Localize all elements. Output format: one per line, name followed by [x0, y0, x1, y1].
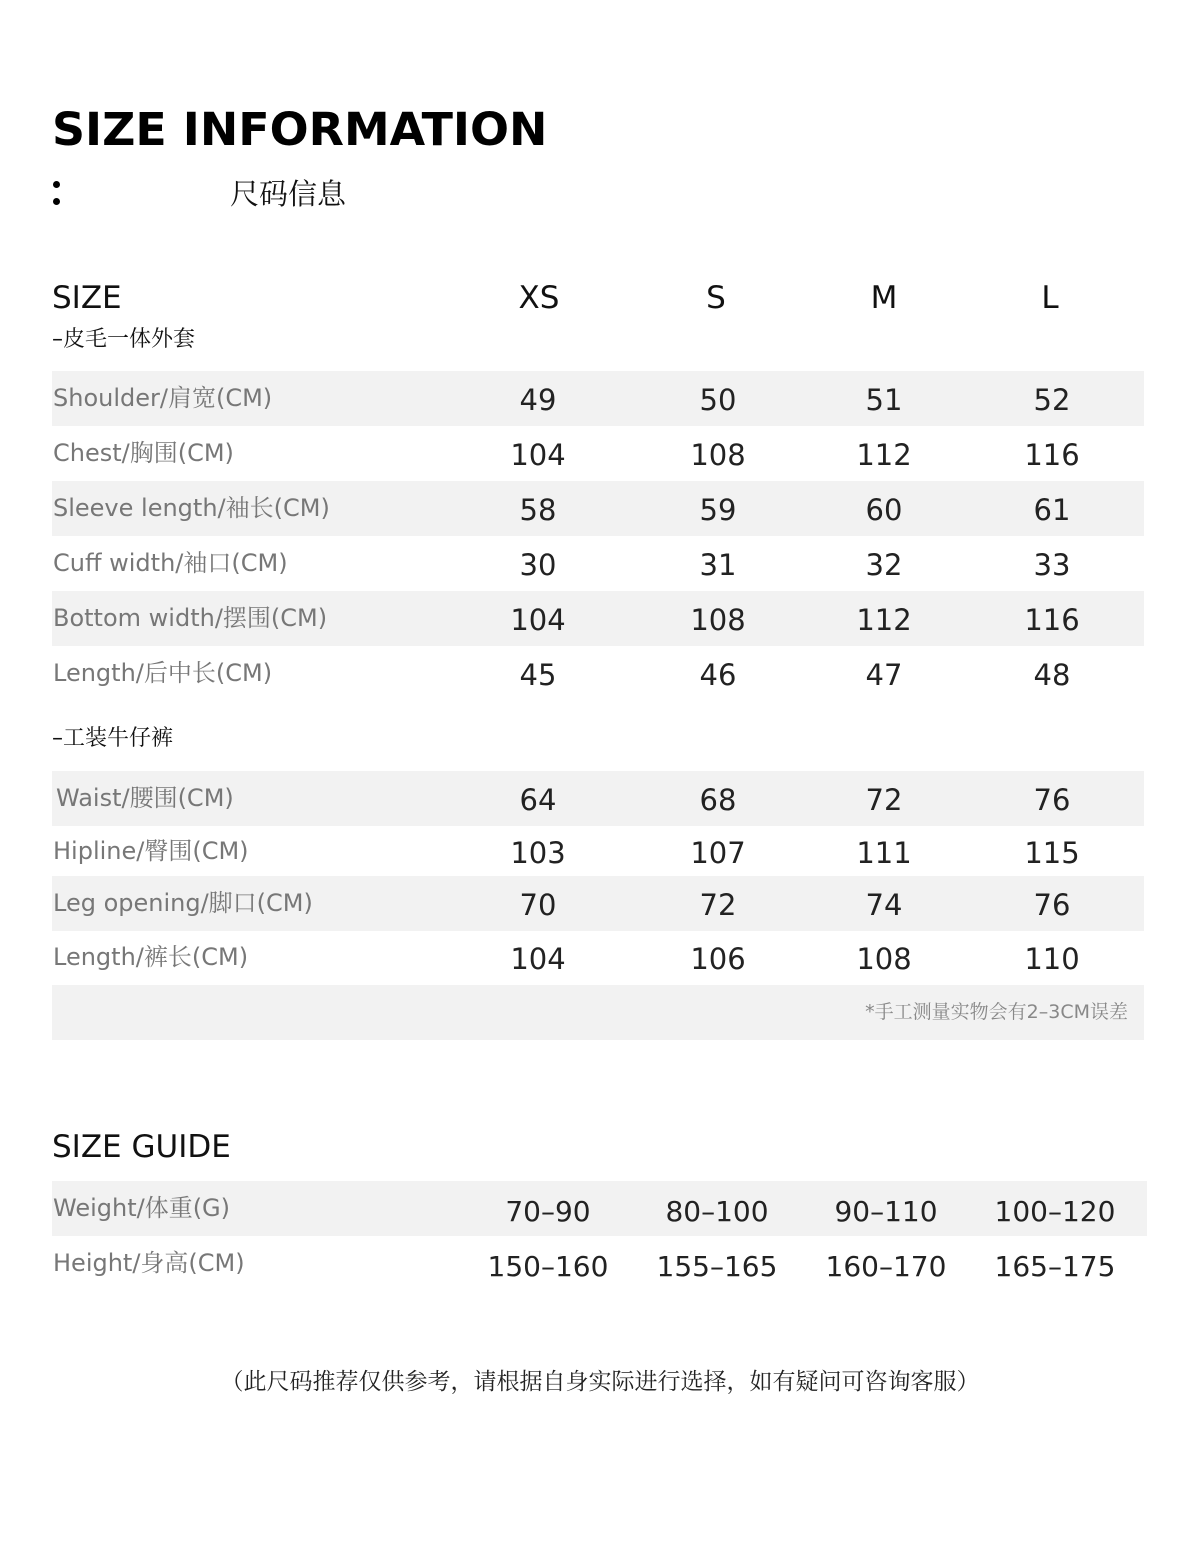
cell-l: 110	[1024, 942, 1080, 976]
cell-l: 33	[1033, 548, 1071, 582]
row-label: Waist/腰围(CM)	[56, 784, 234, 812]
cell-xs: 30	[519, 548, 557, 582]
table-row	[52, 646, 1144, 701]
cell-l: 52	[1033, 383, 1071, 417]
cell-m: 47	[865, 658, 903, 692]
size-table-header	[0, 278, 1200, 318]
table-row	[52, 930, 1144, 985]
cell-m: 60	[865, 493, 903, 527]
table-row	[52, 426, 1144, 481]
cell-m: 32	[865, 548, 903, 582]
cell-m: 112	[856, 438, 912, 472]
guide-cell-xs: 70–90	[505, 1195, 591, 1228]
row-label: Length/裤长(CM)	[53, 943, 249, 971]
size-col-l: L	[1041, 280, 1059, 316]
guide-cell-s: 155–165	[656, 1250, 778, 1283]
row-label: Leg opening/脚口(CM)	[53, 889, 313, 917]
size-col-xs: XS	[518, 280, 560, 316]
cell-s: 72	[699, 888, 737, 922]
guide-row	[52, 1236, 1147, 1291]
cell-s: 108	[690, 603, 746, 637]
cell-xs: 64	[519, 783, 557, 817]
cell-l: 76	[1033, 783, 1071, 817]
table-row	[52, 876, 1144, 931]
guide-row-label: Weight/体重(G)	[53, 1194, 231, 1222]
section-label-jeans: –工装牛仔裤	[52, 726, 174, 751]
guide-cell-l: 165–175	[994, 1250, 1116, 1283]
size-header-label: SIZE	[52, 280, 122, 316]
cell-xs: 45	[519, 658, 557, 692]
table-row	[52, 371, 1144, 426]
guide-cell-m: 160–170	[825, 1250, 947, 1283]
cell-xs: 49	[519, 383, 557, 417]
cell-l: 61	[1033, 493, 1071, 527]
cell-s: 31	[699, 548, 737, 582]
guide-cell-l: 100–120	[994, 1195, 1116, 1228]
cell-xs: 103	[510, 836, 566, 870]
cell-l: 48	[1033, 658, 1071, 692]
row-label: Shoulder/肩宽(CM)	[53, 384, 273, 412]
colon-decoration	[53, 181, 61, 207]
cell-l: 115	[1024, 836, 1080, 870]
cell-l: 116	[1024, 438, 1080, 472]
cell-s: 46	[699, 658, 737, 692]
table-row	[52, 481, 1144, 536]
size-col-s: S	[706, 280, 726, 316]
cell-m: 112	[856, 603, 912, 637]
cell-m: 108	[856, 942, 912, 976]
row-label: Chest/胸围(CM)	[53, 439, 234, 467]
cell-m: 111	[856, 836, 912, 870]
table-row	[52, 771, 1144, 826]
cell-m: 74	[865, 888, 903, 922]
size-col-m: M	[870, 280, 898, 316]
disclaimer-text: （此尺码推荐仅供参考，请根据自身实际进行选择，如有疑问可咨询客服）	[220, 1369, 980, 1395]
measurement-note-row	[52, 985, 1144, 1040]
cell-s: 59	[699, 493, 737, 527]
cell-xs: 104	[510, 942, 566, 976]
measurement-note: *手工测量实物会有2–3CM误差	[865, 1001, 1128, 1023]
guide-cell-s: 80–100	[665, 1195, 769, 1228]
cell-s: 107	[690, 836, 746, 870]
cell-xs: 104	[510, 603, 566, 637]
guide-row-label: Height/身高(CM)	[53, 1249, 245, 1277]
cell-xs: 70	[519, 888, 557, 922]
guide-row	[52, 1181, 1147, 1236]
cell-xs: 104	[510, 438, 566, 472]
cell-l: 116	[1024, 603, 1080, 637]
row-label: Cuff width/袖口(CM)	[53, 549, 288, 577]
cell-m: 51	[865, 383, 903, 417]
cell-xs: 58	[519, 493, 557, 527]
guide-cell-m: 90–110	[834, 1195, 938, 1228]
section-label-coat: –皮毛一体外套	[52, 327, 196, 352]
row-label: Bottom width/摆围(CM)	[53, 604, 328, 632]
guide-cell-xs: 150–160	[487, 1250, 609, 1283]
cell-m: 72	[865, 783, 903, 817]
size-guide-title: SIZE GUIDE	[52, 1129, 231, 1165]
row-label: Hipline/臀围(CM)	[53, 837, 249, 865]
table-row	[52, 824, 1144, 879]
row-label: Sleeve length/袖长(CM)	[53, 494, 330, 522]
cell-l: 76	[1033, 888, 1071, 922]
page-subtitle: 尺码信息	[230, 177, 347, 211]
cell-s: 108	[690, 438, 746, 472]
row-label: Length/后中长(CM)	[53, 659, 273, 687]
cell-s: 106	[690, 942, 746, 976]
table-row	[52, 591, 1144, 646]
cell-s: 68	[699, 783, 737, 817]
page-title: SIZE INFORMATION	[52, 103, 548, 156]
table-row	[52, 536, 1144, 591]
cell-s: 50	[699, 383, 737, 417]
